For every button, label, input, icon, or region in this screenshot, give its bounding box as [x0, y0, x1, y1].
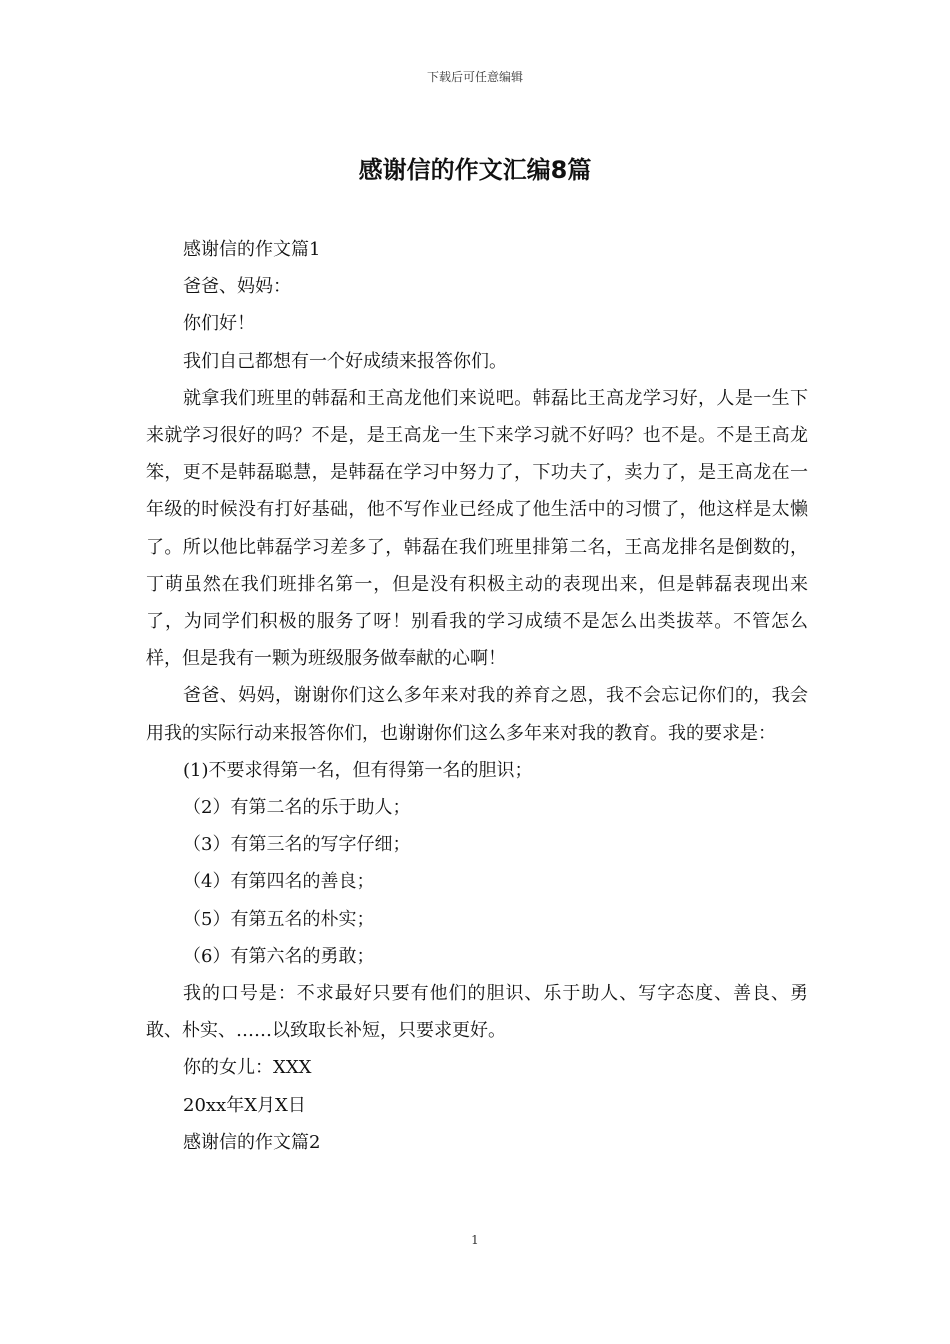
document-title: 感谢信的作文汇编8篇	[358, 156, 592, 184]
paragraph-signature: 你的女儿：XXX	[183, 1057, 312, 1079]
paragraph-section-heading-1: 感谢信的作文篇1	[183, 239, 321, 260]
paragraph: 爸爸、妈妈，谢谢你们这么多年来对我的养育之恩，我不会忘记你们的，我会用我的实际行动来报答你们，也谢谢你们这么多年来对我的教育。我的要求是：	[146, 685, 808, 744]
list-item: （3）有第三名的写字仔细；	[183, 834, 411, 856]
paragraph-salutation: 爸爸、妈妈：	[183, 276, 291, 298]
paragraph: 我们自己都想有一个好成绩来报答你们。	[183, 350, 507, 372]
paragraph: 就拿我们班里的韩磊和王高龙他们来说吧。韩磊比王高龙学习好，人是一生下来就学习很好的吗？不是，是王高龙一生下来学习就不好吗？也不是。不是王高龙笨，更不是韩磊聪慧，是韩磊在学习中努力了，下功夫了，卖力了，是王高龙在一年级的时候没有打好基础，他不写作业已经成了他生活中的习惯了，他这样是太懒了。所以他比韩磊学习差多了，韩磊在我们班里排第二名，王高龙排名是倒数的，丁萌虽然在我们班排名第一，但是没有积极主动的表现出来，但是韩磊表现出来了，为同学们积极的服务了呀！别看我的学习成绩不是怎么出类拔萃。不管怎么样，但是我有一颗为班级服务做奉献的心啊！	[146, 387, 808, 670]
paragraph-greeting: 你们好！	[183, 313, 255, 335]
list-item: （6）有第六名的勇敢；	[183, 945, 375, 967]
header-note: 下载后可任意编辑	[426, 70, 523, 84]
list-item: （4）有第四名的善良；	[183, 871, 375, 893]
list-item: （2）有第二名的乐于助人；	[183, 797, 411, 819]
list-item: (1)不要求得第一名，但有得第一名的胆识；	[183, 759, 533, 781]
paragraph-section-heading-2: 感谢信的作文篇2	[183, 1131, 321, 1153]
paragraph-date: 20xx年X月X日	[183, 1094, 306, 1116]
page-number: 1	[471, 1233, 479, 1247]
list-item: （5）有第五名的朴实；	[183, 908, 375, 930]
paragraph: 我的口号是：不求最好只要有他们的胆识、乐于助人、写字态度、善良、勇敢、朴实、……以致取长补短，只要求更好。	[146, 983, 808, 1042]
document-body	[146, 231, 808, 1161]
